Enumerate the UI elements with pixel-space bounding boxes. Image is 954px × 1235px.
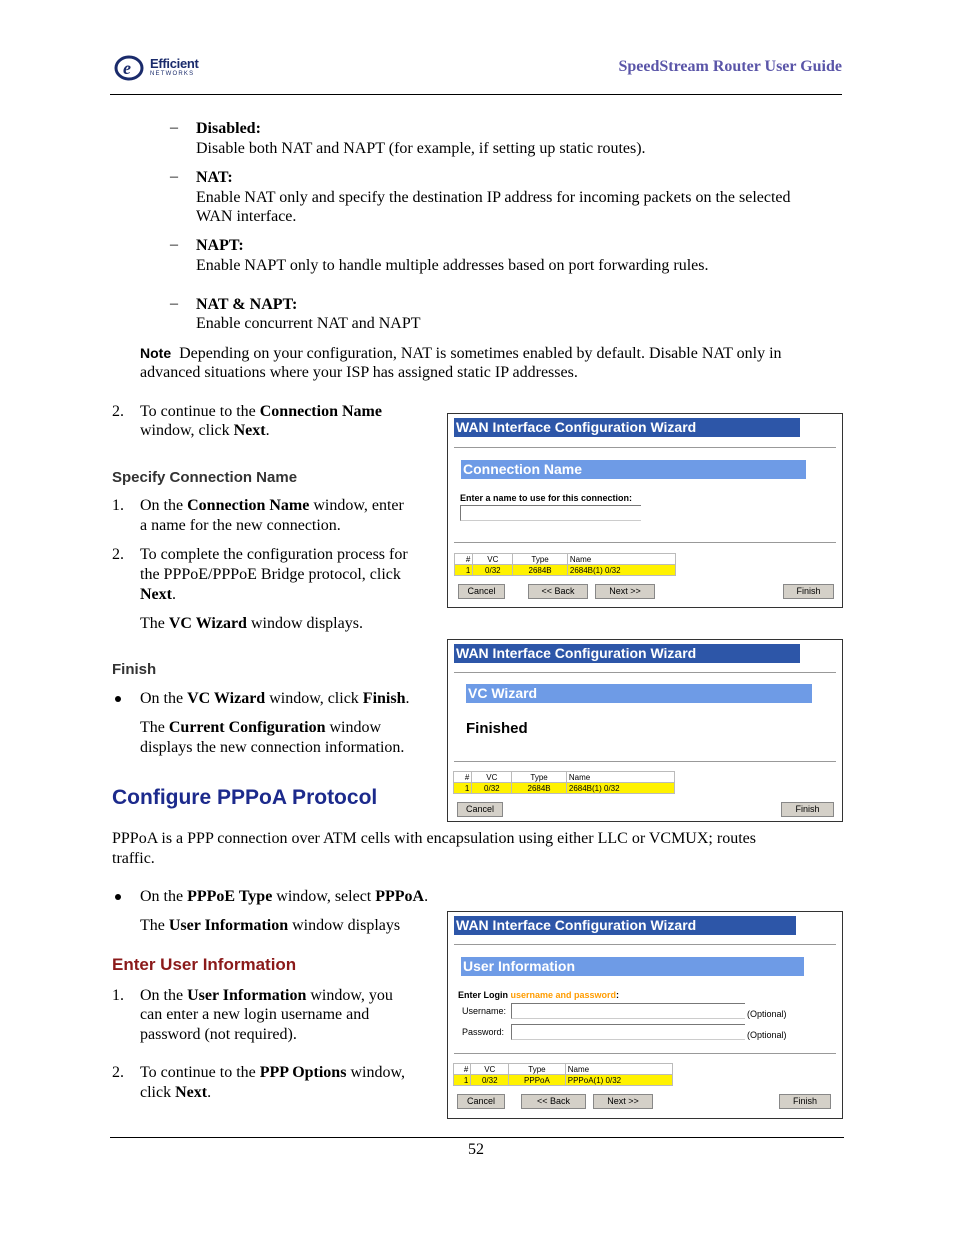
page-number: 52 — [468, 1141, 484, 1158]
step-text: Next. — [140, 586, 176, 603]
guide-title: SpeedStream Router User Guide — [618, 58, 842, 75]
step-text: To continue to the PPP Options window, — [140, 1064, 405, 1081]
divider — [454, 944, 836, 945]
connection-name-prompt: Enter a name to use for this connection: — [460, 493, 633, 503]
dash: – — [170, 295, 178, 312]
next-button[interactable]: Next >> — [593, 1094, 653, 1109]
username-input[interactable] — [511, 1003, 745, 1019]
option-term: NAT: — [196, 169, 233, 186]
cancel-button[interactable]: Cancel — [458, 584, 505, 599]
vc-table — [453, 1063, 673, 1086]
finish-button[interactable]: Finish — [783, 584, 834, 599]
vc-table — [453, 771, 675, 794]
footer-rule — [110, 1137, 844, 1138]
table-header: Name — [565, 1064, 672, 1075]
cancel-button[interactable]: Cancel — [457, 802, 503, 817]
table-header: Name — [567, 554, 675, 565]
option-term: NAPT: — [196, 237, 244, 254]
section-bar: VC Wizard — [466, 684, 812, 703]
step-text: window, click Next. — [140, 422, 270, 439]
bullet-text: On the PPPoE Type window, select PPPoA. — [140, 888, 429, 905]
section-bar: Connection Name — [461, 460, 806, 479]
step-text: On the User Information window, you — [140, 987, 393, 1004]
note-text: Depending on your configuration, NAT is sometimes enabled by default. Disable NAT only in — [179, 345, 782, 362]
section-heading: Finish — [112, 661, 157, 678]
dash: – — [170, 236, 178, 253]
table-header: Type — [513, 554, 568, 565]
password-input[interactable] — [511, 1024, 745, 1040]
dash: – — [170, 168, 178, 185]
sub-heading: Enter User Information — [112, 955, 297, 974]
step-number: 2. — [112, 403, 124, 420]
header-rule — [110, 94, 842, 95]
table-row: 1 0/32 2684B 2684B(1) 0/32 — [454, 783, 675, 794]
divider — [454, 761, 836, 762]
step-text: On the Connection Name window, enter — [140, 497, 404, 514]
section-bar: User Information — [461, 957, 804, 976]
wizard-title: WAN Interface Configuration Wizard — [454, 418, 800, 437]
svg-text:e: e — [123, 58, 131, 78]
wizard-connection-name — [447, 413, 843, 608]
cancel-button[interactable]: Cancel — [457, 1094, 505, 1109]
paragraph: The User Information window displays — [140, 917, 401, 934]
login-prompt: Enter Login username and password: — [458, 990, 620, 1000]
vc-table — [454, 553, 676, 576]
connection-name-input[interactable] — [460, 505, 641, 521]
table-header: VC — [473, 554, 513, 565]
wizard-vc-finished — [447, 639, 843, 822]
note-text: advanced situations where your ISP has assigned static IP addresses. — [140, 364, 578, 381]
wizard-user-information — [447, 911, 843, 1119]
bullet — [115, 696, 121, 702]
option-desc: Enable concurrent NAT and NAPT — [196, 315, 421, 332]
table-header: VC — [472, 772, 512, 783]
paragraph: displays the new connection information. — [140, 739, 405, 756]
divider — [454, 1053, 836, 1054]
paragraph: PPPoA is a PPP connection over ATM cells with encapsulation using either LLC or VCMUX; routes — [112, 830, 756, 847]
option-desc: Enable NAPT only to handle multiple addresses based on port forwarding rules. — [196, 257, 709, 274]
step-text: click Next. — [140, 1084, 212, 1101]
section-heading: Specify Connection Name — [112, 469, 298, 486]
option-desc: Enable NAT only and specify the destination IP address for incoming packets on the selected — [196, 189, 791, 206]
paragraph: The VC Wizard window displays. — [140, 615, 363, 632]
finish-button[interactable]: Finish — [781, 802, 834, 817]
note-label: Note — [140, 345, 172, 361]
table-header: VC — [471, 1064, 509, 1075]
bullet — [115, 894, 121, 900]
note — [140, 343, 782, 364]
back-button[interactable]: << Back — [521, 1094, 586, 1109]
divider — [454, 447, 836, 448]
password-label: Password: — [462, 1027, 505, 1037]
efficient-logo-icon — [114, 54, 144, 82]
option-desc: Disable both NAT and NAPT (for example, if setting up static routes). — [196, 140, 646, 157]
table-row: 1 0/32 2684B 2684B(1) 0/32 — [455, 565, 676, 576]
step-text: To complete the configuration process for — [140, 546, 408, 563]
finish-button[interactable]: Finish — [779, 1094, 831, 1109]
step-number: 2. — [112, 546, 124, 563]
step-number: 1. — [112, 987, 124, 1004]
optional-label: (Optional) — [747, 1009, 787, 1019]
table-header: # — [454, 1064, 471, 1075]
logo-name: Efficient — [150, 56, 199, 71]
dash: – — [170, 119, 178, 136]
logo-sub: NETWORKS — [150, 71, 195, 77]
table-header: # — [454, 772, 472, 783]
step-text: password (not required). — [140, 1026, 297, 1043]
step-text: To continue to the Connection Name — [140, 403, 382, 420]
step-number: 1. — [112, 497, 124, 514]
paragraph: traffic. — [112, 850, 155, 867]
next-button[interactable]: Next >> — [595, 584, 655, 599]
step-text: the PPPoE/PPPoE Bridge protocol, click — [140, 566, 401, 583]
option-desc: WAN interface. — [196, 208, 297, 225]
table-header: # — [455, 554, 473, 565]
paragraph: The Current Configuration window — [140, 719, 382, 736]
table-header: Name — [566, 772, 674, 783]
step-number: 2. — [112, 1064, 124, 1081]
table-row: 1 0/32 PPPoA PPPoA(1) 0/32 — [454, 1075, 673, 1086]
wizard-title: WAN Interface Configuration Wizard — [454, 916, 796, 935]
step-text: a name for the new connection. — [140, 517, 341, 534]
table-header: Type — [512, 772, 567, 783]
divider — [454, 542, 836, 543]
status-text: Finished — [466, 720, 528, 737]
page-heading: Configure PPPoA Protocol — [112, 786, 378, 809]
username-label: Username: — [462, 1006, 507, 1016]
bullet-text: On the VC Wizard window, click Finish. — [140, 690, 410, 707]
wizard-title: WAN Interface Configuration Wizard — [454, 644, 800, 663]
back-button[interactable]: << Back — [528, 584, 588, 599]
table-header: Type — [509, 1064, 566, 1075]
optional-label: (Optional) — [747, 1030, 787, 1040]
option-term: Disabled: — [196, 120, 261, 137]
divider — [454, 672, 836, 673]
step-text: can enter a new login username and — [140, 1006, 370, 1023]
option-term: NAT & NAPT: — [196, 296, 298, 313]
